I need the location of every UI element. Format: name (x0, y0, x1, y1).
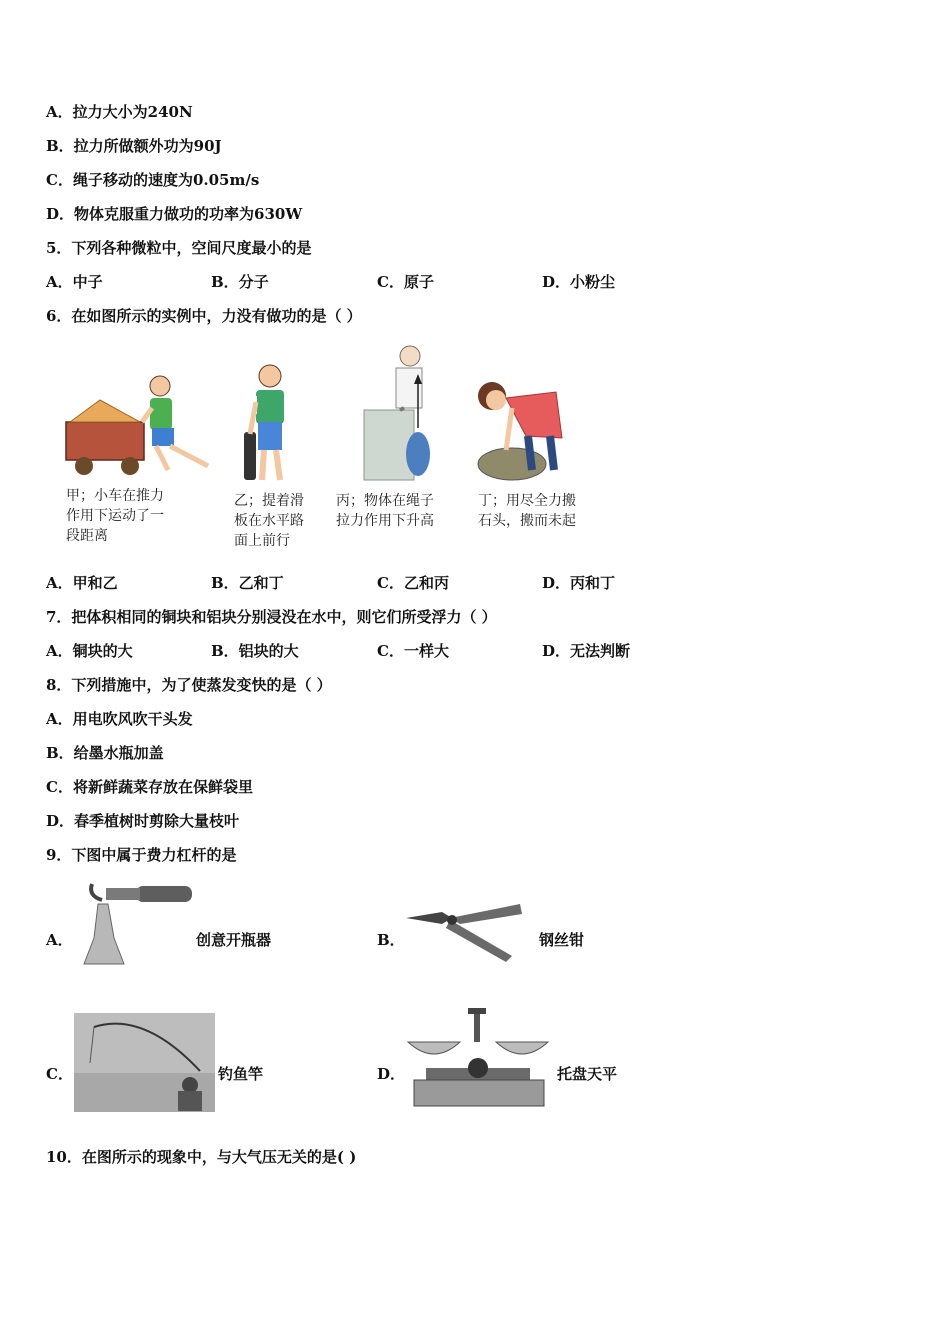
q8-option-c: C．将新鲜蔬菜存放在保鲜袋里 (46, 778, 253, 796)
q7-stem: 7．把体积相同的铜块和铝块分别浸没在水中，则它们所受浮力（ ） (46, 608, 497, 626)
q10-stem: 10．在图所示的现象中，与大气压无关的是( ) (46, 1148, 357, 1166)
q7-option-d: D．无法判断 (542, 642, 631, 660)
q6-option-a: A．甲和乙 (46, 574, 118, 592)
q6-stem: 6．在如图所示的实例中，力没有做功的是（ ） (46, 307, 362, 325)
q5-stem: 5．下列各种微粒中，空间尺度最小的是 (46, 239, 312, 257)
q6-figure-bing (360, 344, 450, 484)
q7-option-b: B．铝块的大 (211, 642, 299, 660)
q9-option-b-letter: B． (377, 931, 405, 949)
q9-figure-pliers (402, 898, 526, 966)
q4-option-a: A．拉力大小为240N (46, 103, 193, 121)
q8-option-b: B．给墨水瓶加盖 (46, 744, 164, 762)
q6-caption-ding: 丁；用尽全力搬 石头，搬而未起 (478, 493, 576, 529)
q9-option-c-letter: C． (46, 1065, 73, 1083)
q9-option-d-letter: D． (377, 1065, 406, 1083)
q5-option-d: D．小粉尘 (542, 273, 616, 291)
q4-option-c: C．绳子移动的速度为0.05m/s (46, 171, 260, 189)
q6-caption-yi: 乙；提着滑 板在水平路 面上前行 (234, 493, 304, 549)
q4-option-b: B．拉力所做额外功为90J (46, 137, 222, 155)
q8-stem: 8．下列措施中，为了使蒸发变快的是（ ） (46, 676, 332, 694)
q7-option-a: A．铜块的大 (46, 642, 133, 660)
q4-option-d: D．物体克服重力做功的功率为630W (46, 205, 303, 223)
q9-option-a-label: 创意开瓶器 (196, 931, 272, 949)
q6-option-d: D．丙和丁 (542, 574, 616, 592)
q9-option-d-label: 托盘天平 (557, 1065, 618, 1083)
q9-option-b-label: 钢丝钳 (539, 931, 585, 949)
q9-stem: 9．下图中属于费力杠杆的是 (46, 846, 237, 864)
q5-option-a: A．中子 (46, 273, 103, 291)
q6-option-b: B．乙和丁 (211, 574, 284, 592)
q5-option-c: C．原子 (377, 273, 434, 291)
q5-option-b: B．分子 (211, 273, 269, 291)
q7-option-c: C．一样大 (377, 642, 449, 660)
q8-option-a: A．用电吹风吹干头发 (46, 710, 193, 728)
q9-option-c-label: 钓鱼竿 (218, 1065, 264, 1083)
q9-figure-fishing-rod (74, 1013, 215, 1112)
q6-caption-bing: 丙；物体在绳子 拉力作用下升高 (336, 493, 434, 529)
q6-figure-ding (466, 378, 576, 482)
q9-figure-bottle-opener (78, 878, 194, 970)
q8-option-d: D．春季植树时剪除大量枝叶 (46, 812, 240, 830)
q9-option-a-letter: A． (46, 931, 73, 949)
q9-figure-balance (404, 1008, 552, 1112)
q6-caption-jia: 甲；小车在推力 作用下运动了一 段距离 (66, 488, 164, 544)
q6-figure-jia (60, 370, 220, 480)
q6-option-c: C．乙和丙 (377, 574, 449, 592)
q6-figure-yi (236, 362, 306, 492)
